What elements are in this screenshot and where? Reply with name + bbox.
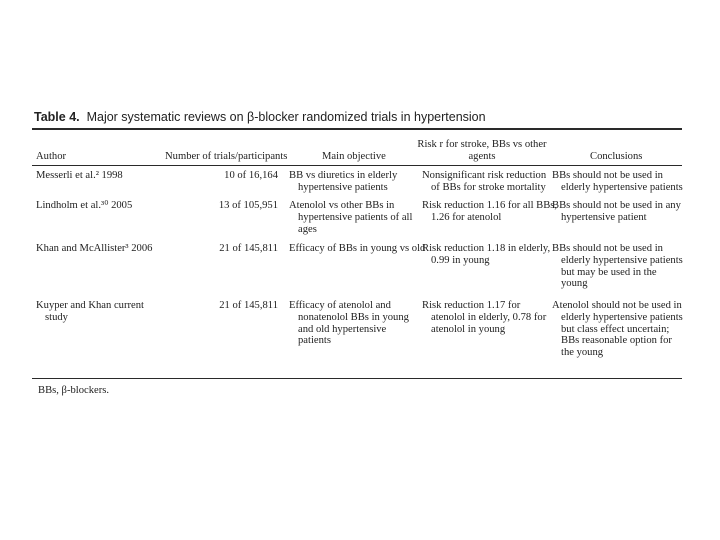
cell-line: ages (298, 223, 317, 235)
table-cell-trials: 21 of 145,811 (219, 300, 278, 311)
header-conclusions: Conclusions (590, 151, 643, 162)
table-cell-conclusions (552, 200, 682, 224)
table-cell-risk (422, 300, 547, 335)
cell-line: Risk reduction 1.17 for (422, 300, 521, 311)
header-risk-line: agents (468, 150, 496, 162)
cell-line: Atenolol vs other BBs in (289, 200, 395, 211)
table-label: Table 4. (34, 110, 80, 124)
cell-line: elderly hypertensive patients (561, 311, 683, 323)
cell-line: BBs should not be used in (552, 243, 663, 254)
table-caption: Major systematic reviews on β-blocker randomized trials in hypertension (86, 110, 486, 124)
header-risk-line: Risk r for stroke, BBs vs other (417, 139, 547, 150)
cell-line: and old hypertensive (298, 323, 387, 335)
header-objective: Main objective (322, 151, 386, 162)
table-cell-conclusions (552, 300, 682, 359)
cell-line: hypertensive patients of all (298, 211, 413, 223)
cell-line: Atenolol should not be used in (552, 300, 682, 311)
table-bottom-rule (32, 378, 682, 379)
cell-line: Efficacy of BBs in young vs old (289, 243, 426, 254)
cell-line: atenolol in elderly, 0.78 for (431, 311, 547, 323)
cell-line: but may be used in the (561, 266, 657, 278)
cell-line: young (561, 278, 588, 290)
cell-line: Kuyper and Khan current (36, 300, 144, 311)
header-trials: Number of trials/participants (165, 151, 288, 162)
cell-line: Risk reduction 1.18 in elderly, (422, 243, 551, 254)
header-risk (412, 139, 552, 163)
cell-line: BBs should not be used in any (552, 200, 681, 211)
cell-line: 1.26 for atenolol (431, 211, 502, 223)
cell-line: 0.99 in young (431, 254, 490, 266)
table-cell-author (36, 243, 161, 255)
table-cell-author (36, 170, 161, 182)
cell-line: of BBs for stroke mortality (431, 181, 546, 193)
table-cell-objective (289, 243, 426, 255)
table-cell-objective (289, 200, 419, 235)
table-cell-objective (289, 170, 419, 194)
cell-line: the young (561, 347, 604, 359)
cell-line: Lindholm et al.³⁰ 2005 (36, 200, 133, 211)
table-cell-conclusions (552, 243, 682, 290)
table-cell-conclusions (552, 170, 682, 194)
header-author: Author (36, 151, 67, 162)
table-cell-risk (422, 243, 551, 267)
table-cell-trials: 10 of 16,164 (224, 170, 278, 181)
cell-line: nonatenolol BBs in young (298, 311, 409, 323)
table-header-rule (32, 165, 682, 166)
table-footnote: BBs, β-blockers. (38, 385, 110, 396)
cell-line: hypertensive patients (298, 181, 388, 193)
cell-line: BBs reasonable option for (561, 335, 672, 347)
cell-line: Nonsignificant risk reduction (422, 170, 547, 181)
cell-line: elderly hypertensive patients (561, 254, 683, 266)
table-cell-author (36, 200, 161, 212)
table-cell-author (36, 300, 161, 324)
cell-line: Khan and McAllister³ 2006 (36, 243, 153, 254)
cell-line: study (45, 311, 68, 323)
cell-line: patients (298, 335, 331, 347)
cell-line: Efficacy of atenolol and (289, 300, 391, 311)
cell-line: atenolol in young (431, 323, 506, 335)
table-cell-trials: 13 of 105,951 (218, 200, 278, 211)
table-cell-trials: 21 of 145,811 (219, 243, 278, 254)
cell-line: elderly hypertensive patients (561, 181, 683, 193)
cell-line: BB vs diuretics in elderly (289, 170, 398, 181)
cell-line: Risk reduction 1.16 for all BBs, (422, 200, 558, 211)
cell-line: BBs should not be used in (552, 170, 663, 181)
table-cell-risk (422, 170, 547, 194)
cell-line: Messerli et al.² 1998 (36, 170, 123, 181)
cell-line: hypertensive patient (561, 211, 647, 223)
table-cell-objective (289, 300, 419, 347)
table-title (34, 110, 486, 124)
table-cell-risk (422, 200, 558, 224)
cell-line: but class effect uncertain; (561, 323, 670, 335)
table-top-rule (32, 128, 682, 130)
